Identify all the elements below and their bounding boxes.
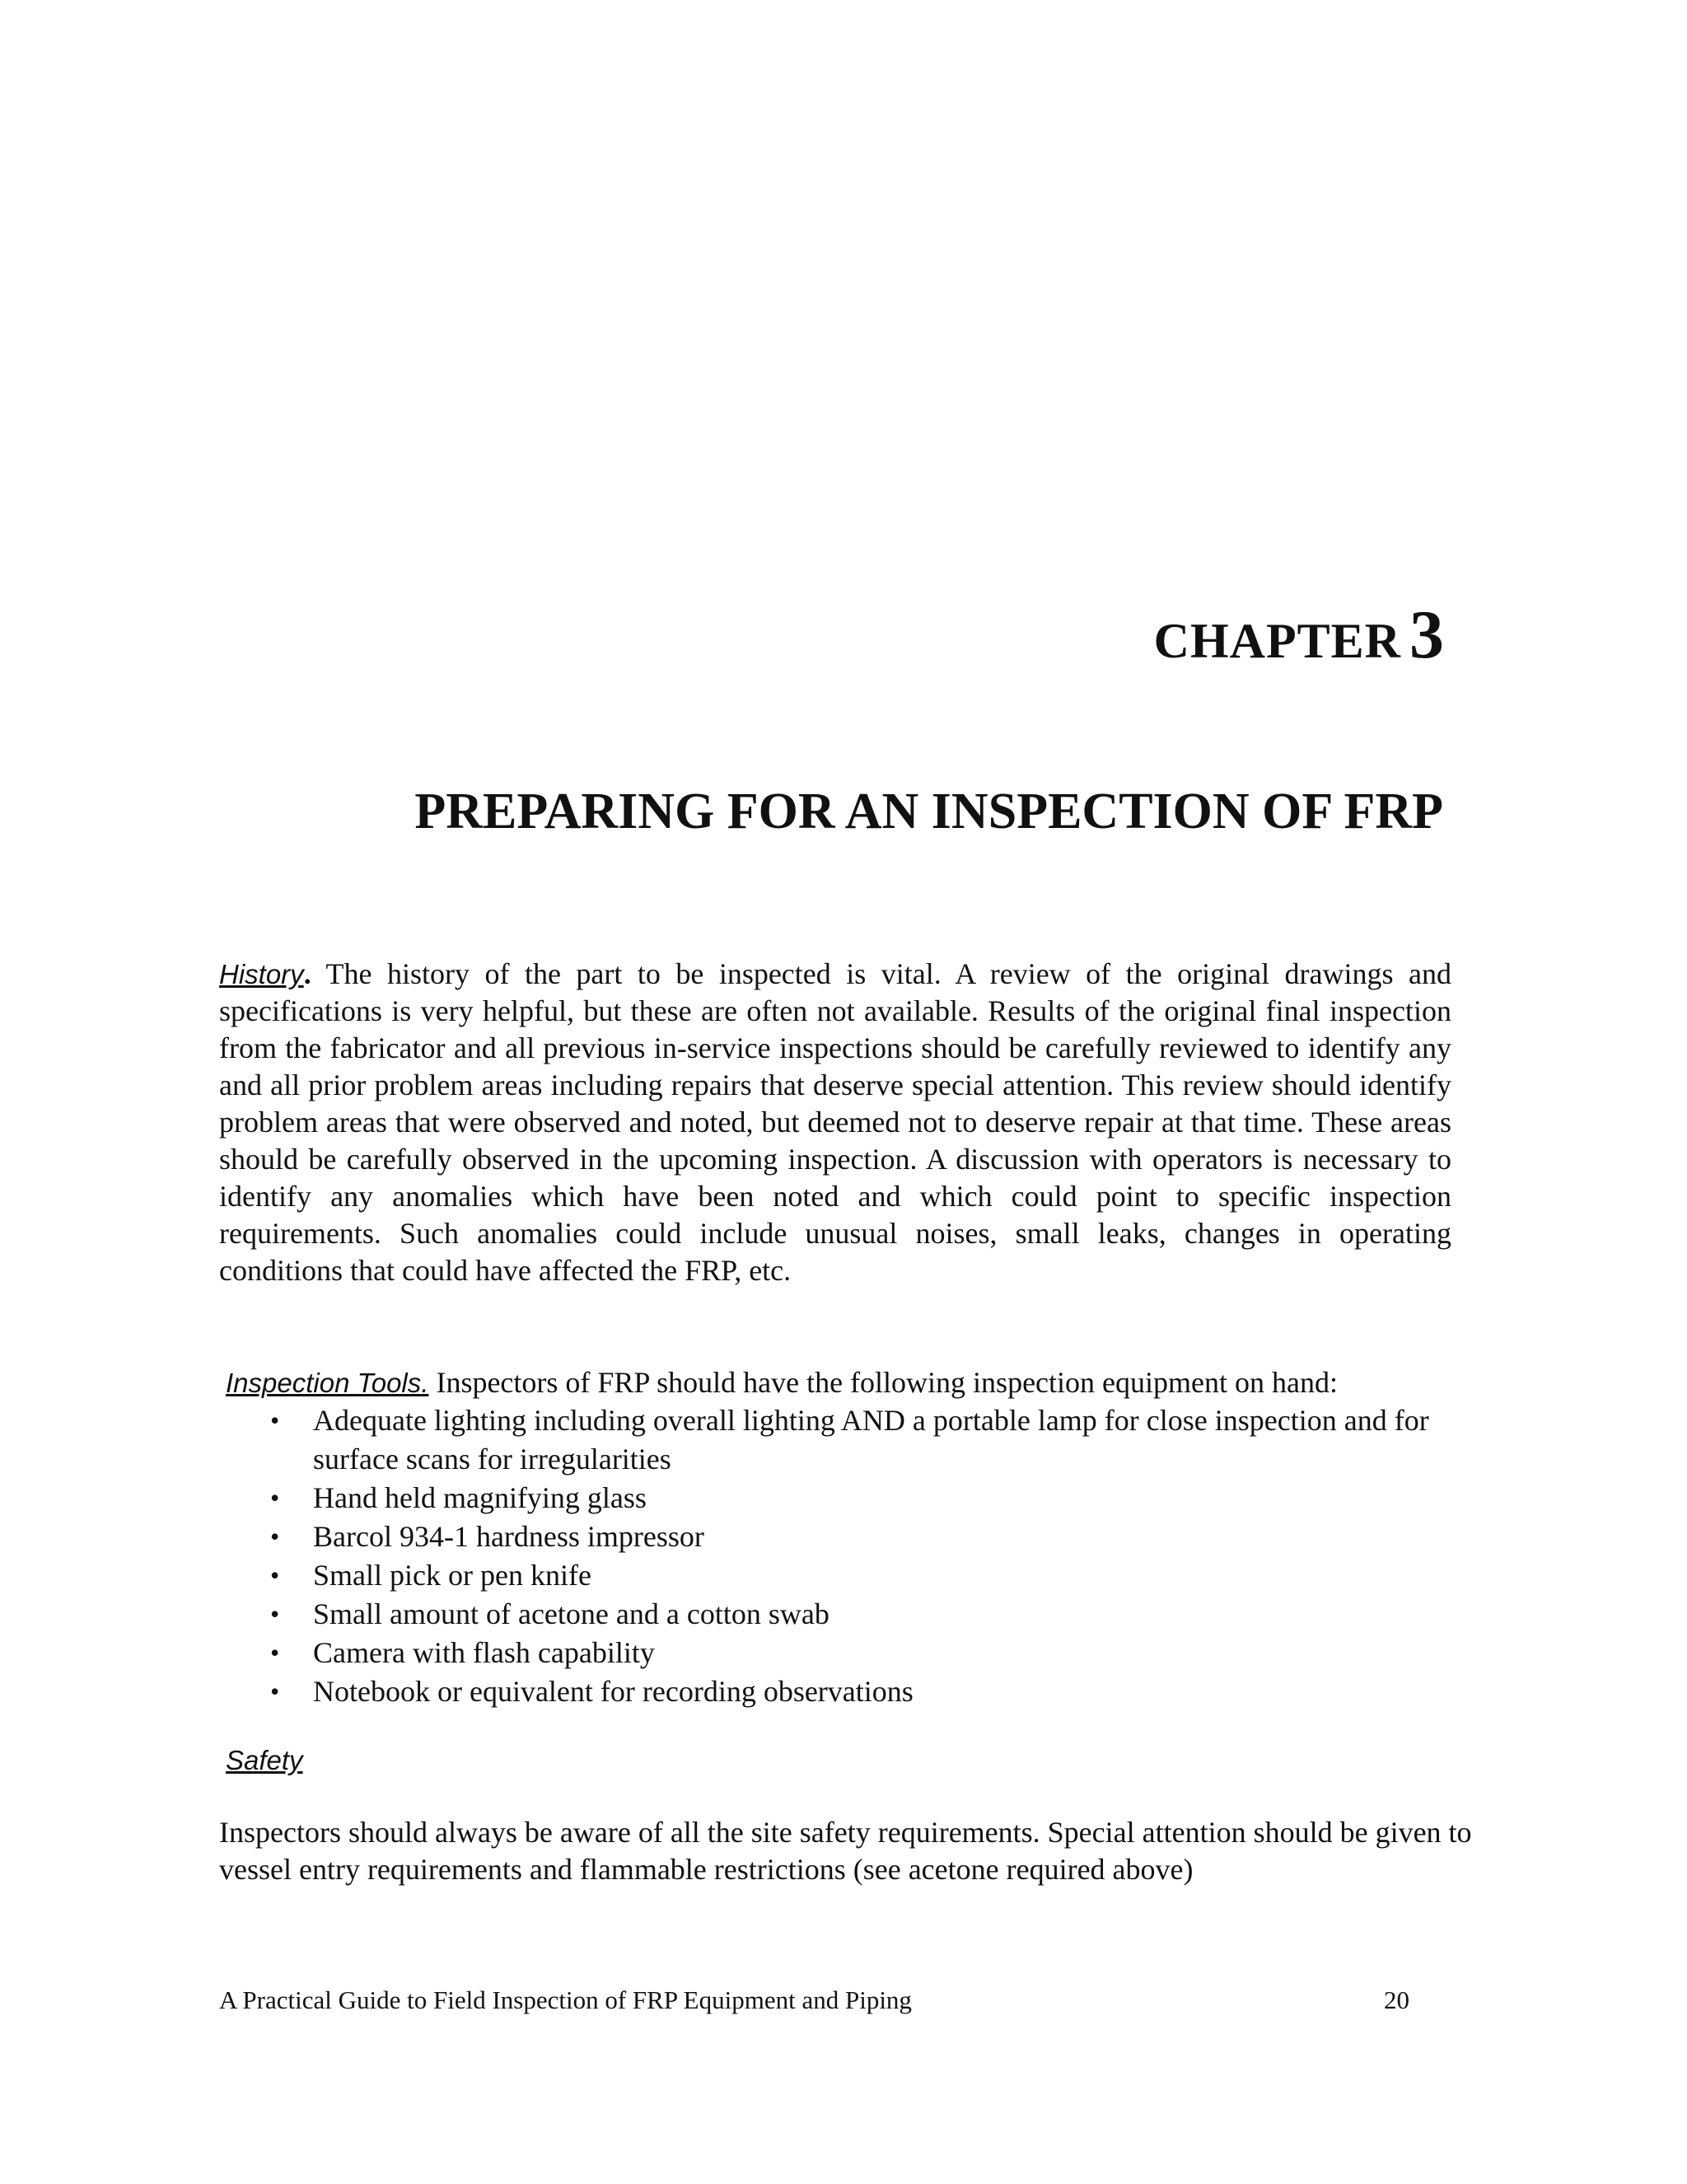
chapter-number: 3 <box>1409 596 1445 673</box>
list-item-text: Notebook or equivalent for recording observations <box>313 1675 914 1708</box>
inspection-tools-label: Inspection Tools <box>226 1368 422 1398</box>
inspection-tools-section <box>226 1364 1458 1711</box>
history-paragraph: The history of the part to be inspected is vital. A review of the original drawings and specifications is very helpful, but these are often not available. Results of the original final inspection from the fabricator and all previous in-service inspections should be carefully reviewed to identify any and all prior problem areas including repairs that deserve special attention. This review should identify problem areas that were observed and noted, but deemed not to deserve repair at that time. These areas should be carefully observed in the upcoming inspection. A discussion with operators is necessary to identify any anomalies which have been noted and which could point to specific inspection requirements. Such anomalies could include unusual noises, small leaks, changes in operating conditions that could have affected the FRP, etc. <box>219 957 1451 1287</box>
list-item <box>226 1518 1458 1556</box>
chapter-title: PREPARING FOR AN INSPECTION OF FRP <box>414 783 1443 839</box>
bullet-icon: • <box>270 1638 280 1667</box>
chapter-heading <box>1154 595 1445 675</box>
list-item-text: Adequate lighting including overall lighting AND a portable lamp for close inspection and for surface scans for irregularities <box>313 1404 1429 1475</box>
bullet-icon: • <box>270 1560 280 1590</box>
history-label: History <box>219 959 304 989</box>
bullet-icon: • <box>270 1677 280 1706</box>
list-item-text: Small pick or pen knife <box>313 1559 591 1592</box>
footer-title: A Practical Guide to Field Inspection of FRP Equipment and Piping <box>219 1985 912 2014</box>
bullet-icon: • <box>270 1522 280 1551</box>
chapter-label: CHAPTER <box>1153 614 1401 668</box>
inspection-tools-intro: Inspectors of FRP should have the following inspection equipment on hand: <box>436 1366 1338 1399</box>
list-item-text: Small amount of acetone and a cotton swab <box>313 1597 829 1630</box>
history-section <box>219 956 1451 1289</box>
safety-label: Safety <box>226 1745 303 1775</box>
list-item <box>226 1634 1458 1672</box>
inspection-tools-label-punctuation: . <box>421 1368 429 1398</box>
list-item <box>226 1556 1458 1595</box>
list-item-text: Hand held magnifying glass <box>313 1481 647 1514</box>
list-item-text: Barcol 934-1 hardness impressor <box>313 1520 704 1553</box>
inspection-tools-intro-line <box>226 1364 1458 1401</box>
list-item <box>226 1479 1458 1518</box>
inspection-tools-list <box>226 1401 1458 1711</box>
safety-heading <box>226 1745 303 1776</box>
page-number: 20 <box>1384 1985 1409 2014</box>
list-item-text: Camera with flash capability <box>313 1636 655 1669</box>
bullet-icon: • <box>270 1483 280 1513</box>
list-item <box>226 1401 1458 1479</box>
safety-paragraph: Inspectors should always be aware of all the site safety requirements. Special attention should be given to vessel entry requirements and flammable restrictions (see acetone required above) <box>219 1816 1472 1886</box>
list-item <box>226 1595 1458 1634</box>
bullet-icon: • <box>270 1405 280 1435</box>
list-item <box>226 1672 1458 1711</box>
history-label-punctuation: . <box>303 957 311 990</box>
bullet-icon: • <box>270 1599 280 1629</box>
